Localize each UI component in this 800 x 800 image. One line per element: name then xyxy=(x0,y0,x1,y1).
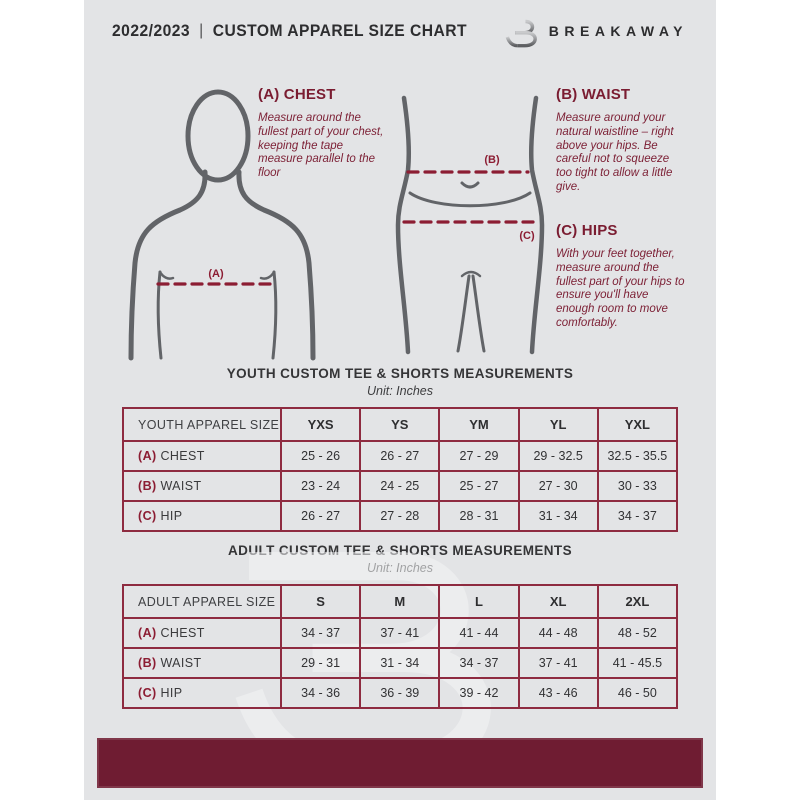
cell: 29 - 31 xyxy=(281,648,360,678)
cell: 30 - 33 xyxy=(598,471,677,501)
youth-table-unit: Unit: Inches xyxy=(366,384,433,398)
header-separator: | xyxy=(199,22,204,39)
chest-body: Measure around the fullest part of your chest, keeping the tape measure parallel to the floor xyxy=(258,112,384,180)
youth-table-header-row xyxy=(123,408,677,441)
waist-body: Measure around your natural waistline – right above your hips. Be careful not to squeeze too tight to allow a little give. xyxy=(556,112,674,193)
adult-size-table xyxy=(122,584,678,709)
cell: 41 - 44 xyxy=(439,618,518,648)
cell: 31 - 34 xyxy=(519,501,598,531)
cell: 26 - 27 xyxy=(281,501,360,531)
waist-instructions xyxy=(556,86,688,195)
waist-line-label: (B) xyxy=(484,154,500,166)
brand-name: BREAKAWAY xyxy=(548,23,688,39)
cell: 32.5 - 35.5 xyxy=(598,441,677,471)
cell: 48 - 52 xyxy=(598,618,677,648)
size-header: M xyxy=(360,585,439,618)
youth-table-title: YOUTH CUSTOM TEE & SHORTS MEASUREMENTS xyxy=(226,366,574,381)
cell: 34 - 37 xyxy=(439,648,518,678)
cell: 23 - 24 xyxy=(281,471,360,501)
breakaway-logo-icon xyxy=(503,12,541,50)
youth-size-table xyxy=(122,407,678,532)
waist-hips-figure-illustration xyxy=(395,92,550,360)
adult-table-title: ADULT CUSTOM TEE & SHORTS MEASUREMENTS xyxy=(228,543,572,558)
cell: 43 - 46 xyxy=(519,678,598,708)
footer-accent-bar xyxy=(97,738,703,788)
row-label: (B) WAIST xyxy=(123,471,281,501)
cell: 46 - 50 xyxy=(598,678,677,708)
size-header: YXS xyxy=(281,408,360,441)
cell: 36 - 39 xyxy=(360,678,439,708)
row-label: (B) WAIST xyxy=(123,648,281,678)
cell: 27 - 28 xyxy=(360,501,439,531)
cell: 24 - 25 xyxy=(360,471,439,501)
size-header: XL xyxy=(519,585,598,618)
cell: 27 - 30 xyxy=(519,471,598,501)
page-title: CUSTOM APPAREL SIZE CHART xyxy=(212,21,468,40)
chest-instructions xyxy=(258,86,386,181)
table-row xyxy=(123,441,677,471)
table-row xyxy=(123,471,677,501)
cell: 25 - 27 xyxy=(439,471,518,501)
cell: 27 - 29 xyxy=(439,441,518,471)
season-label: 2022/2023 xyxy=(112,21,191,40)
row-label: (C) HIP xyxy=(123,501,281,531)
size-header: YM xyxy=(439,408,518,441)
size-header: L xyxy=(439,585,518,618)
cell: 34 - 37 xyxy=(598,501,677,531)
row-label: (C) HIP xyxy=(123,678,281,708)
chest-heading: (A) CHEST xyxy=(258,86,336,103)
table-row xyxy=(123,618,677,648)
adult-table-unit: Unit: Inches xyxy=(366,561,433,575)
cell: 44 - 48 xyxy=(519,618,598,648)
size-header: YS xyxy=(360,408,439,441)
table-row xyxy=(123,501,677,531)
youth-size-col-header: YOUTH APPAREL SIZE xyxy=(123,408,281,441)
table-row xyxy=(123,678,677,708)
cell: 28 - 31 xyxy=(439,501,518,531)
size-header: S xyxy=(281,585,360,618)
cell: 29 - 32.5 xyxy=(519,441,598,471)
page xyxy=(84,0,716,800)
hips-line-label: (C) xyxy=(519,230,535,242)
cell: 37 - 41 xyxy=(519,648,598,678)
brand xyxy=(503,12,688,50)
size-header: YXL xyxy=(598,408,677,441)
cell: 34 - 37 xyxy=(281,618,360,648)
cell: 37 - 41 xyxy=(360,618,439,648)
cell: 34 - 36 xyxy=(281,678,360,708)
cell: 31 - 34 xyxy=(360,648,439,678)
waist-heading: (B) WAIST xyxy=(556,86,631,103)
cell: 25 - 26 xyxy=(281,441,360,471)
row-label: (A) CHEST xyxy=(123,618,281,648)
table-row xyxy=(123,648,677,678)
hips-body: With your feet together, measure around the fullest part of your hips to ensure you'll have enough room to move comfortably. xyxy=(556,248,685,329)
cell: 26 - 27 xyxy=(360,441,439,471)
row-label: (A) CHEST xyxy=(123,441,281,471)
size-header: 2XL xyxy=(598,585,677,618)
adult-table-header-row xyxy=(123,585,677,618)
size-header: YL xyxy=(519,408,598,441)
header xyxy=(84,0,716,62)
header-title xyxy=(112,21,467,41)
cell: 41 - 45.5 xyxy=(598,648,677,678)
hips-instructions xyxy=(556,222,688,331)
cell: 39 - 42 xyxy=(439,678,518,708)
chest-line-label: (A) xyxy=(208,268,224,280)
adult-size-col-header: ADULT APPAREL SIZE xyxy=(123,585,281,618)
hips-heading: (C) HIPS xyxy=(556,222,618,239)
